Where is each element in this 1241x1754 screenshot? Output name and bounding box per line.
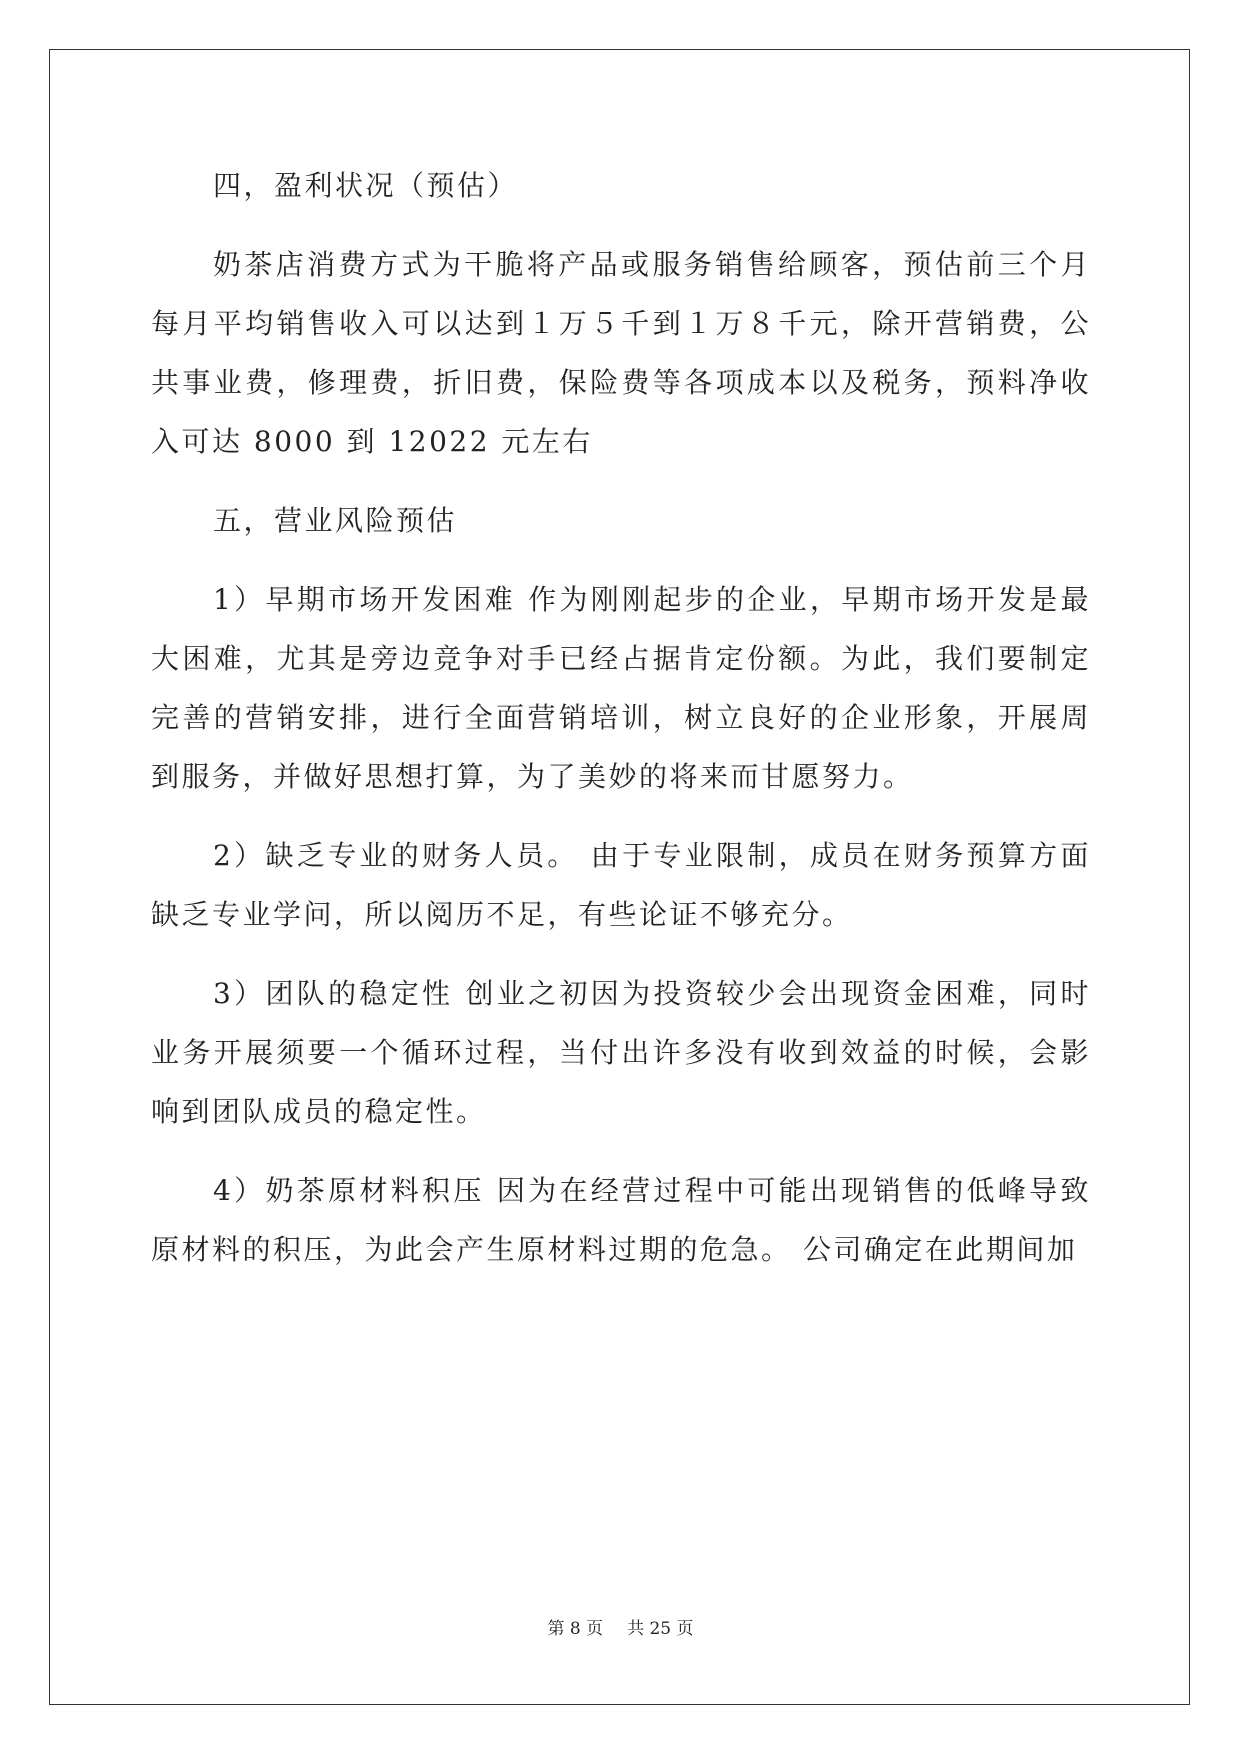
total-pages: 共 25 页 [627, 1619, 694, 1639]
paragraph-profit-estimate: 奶茶店消费方式为干脆将产品或服务销售给顾客，预估前三个月每月平均销售收入可以达到１万５千到１万８千元，除开营销费，公共事业费，修理费，折旧费，保险费等各项成本以及税务，预料净收入可达 8000 到 12022 元左右 [151, 248, 1091, 458]
section-heading-risk: 五，营业风险预估 [213, 504, 458, 537]
paragraph-risk-1: 1）早期市场开发困难 作为刚刚起步的企业，早期市场开发是最大困难，尤其是旁边竞争对手已经占据肯定份额。为此，我们要制定完善的营销安排，进行全面营销培训，树立良好的企业形象，开展周到服务，并做好思想打算，为了美妙的将来而甘愿努力。 [151, 583, 1091, 793]
document-body [151, 156, 1091, 1299]
page-footer [0, 1614, 1241, 1639]
section-heading-profit: 四，盈利状况（预估） [213, 169, 519, 202]
paragraph-risk-4: 4）奶茶原材料积压 因为在经营过程中可能出现销售的低峰导致原材料的积压，为此会产生原材料过期的危急。 公司确定在此期间加 [151, 1174, 1091, 1266]
paragraph-risk-2: 2）缺乏专业的财务人员。 由于专业限制，成员在财务预算方面缺乏专业学问，所以阅历不足，有些论证不够充分。 [151, 839, 1091, 931]
paragraph-risk-3: 3）团队的稳定性 创业之初因为投资较少会出现资金困难，同时业务开展须要一个循环过程，当付出许多没有收到效益的时候，会影响到团队成员的稳定性。 [151, 977, 1091, 1128]
page-number: 第 8 页 [547, 1619, 604, 1639]
